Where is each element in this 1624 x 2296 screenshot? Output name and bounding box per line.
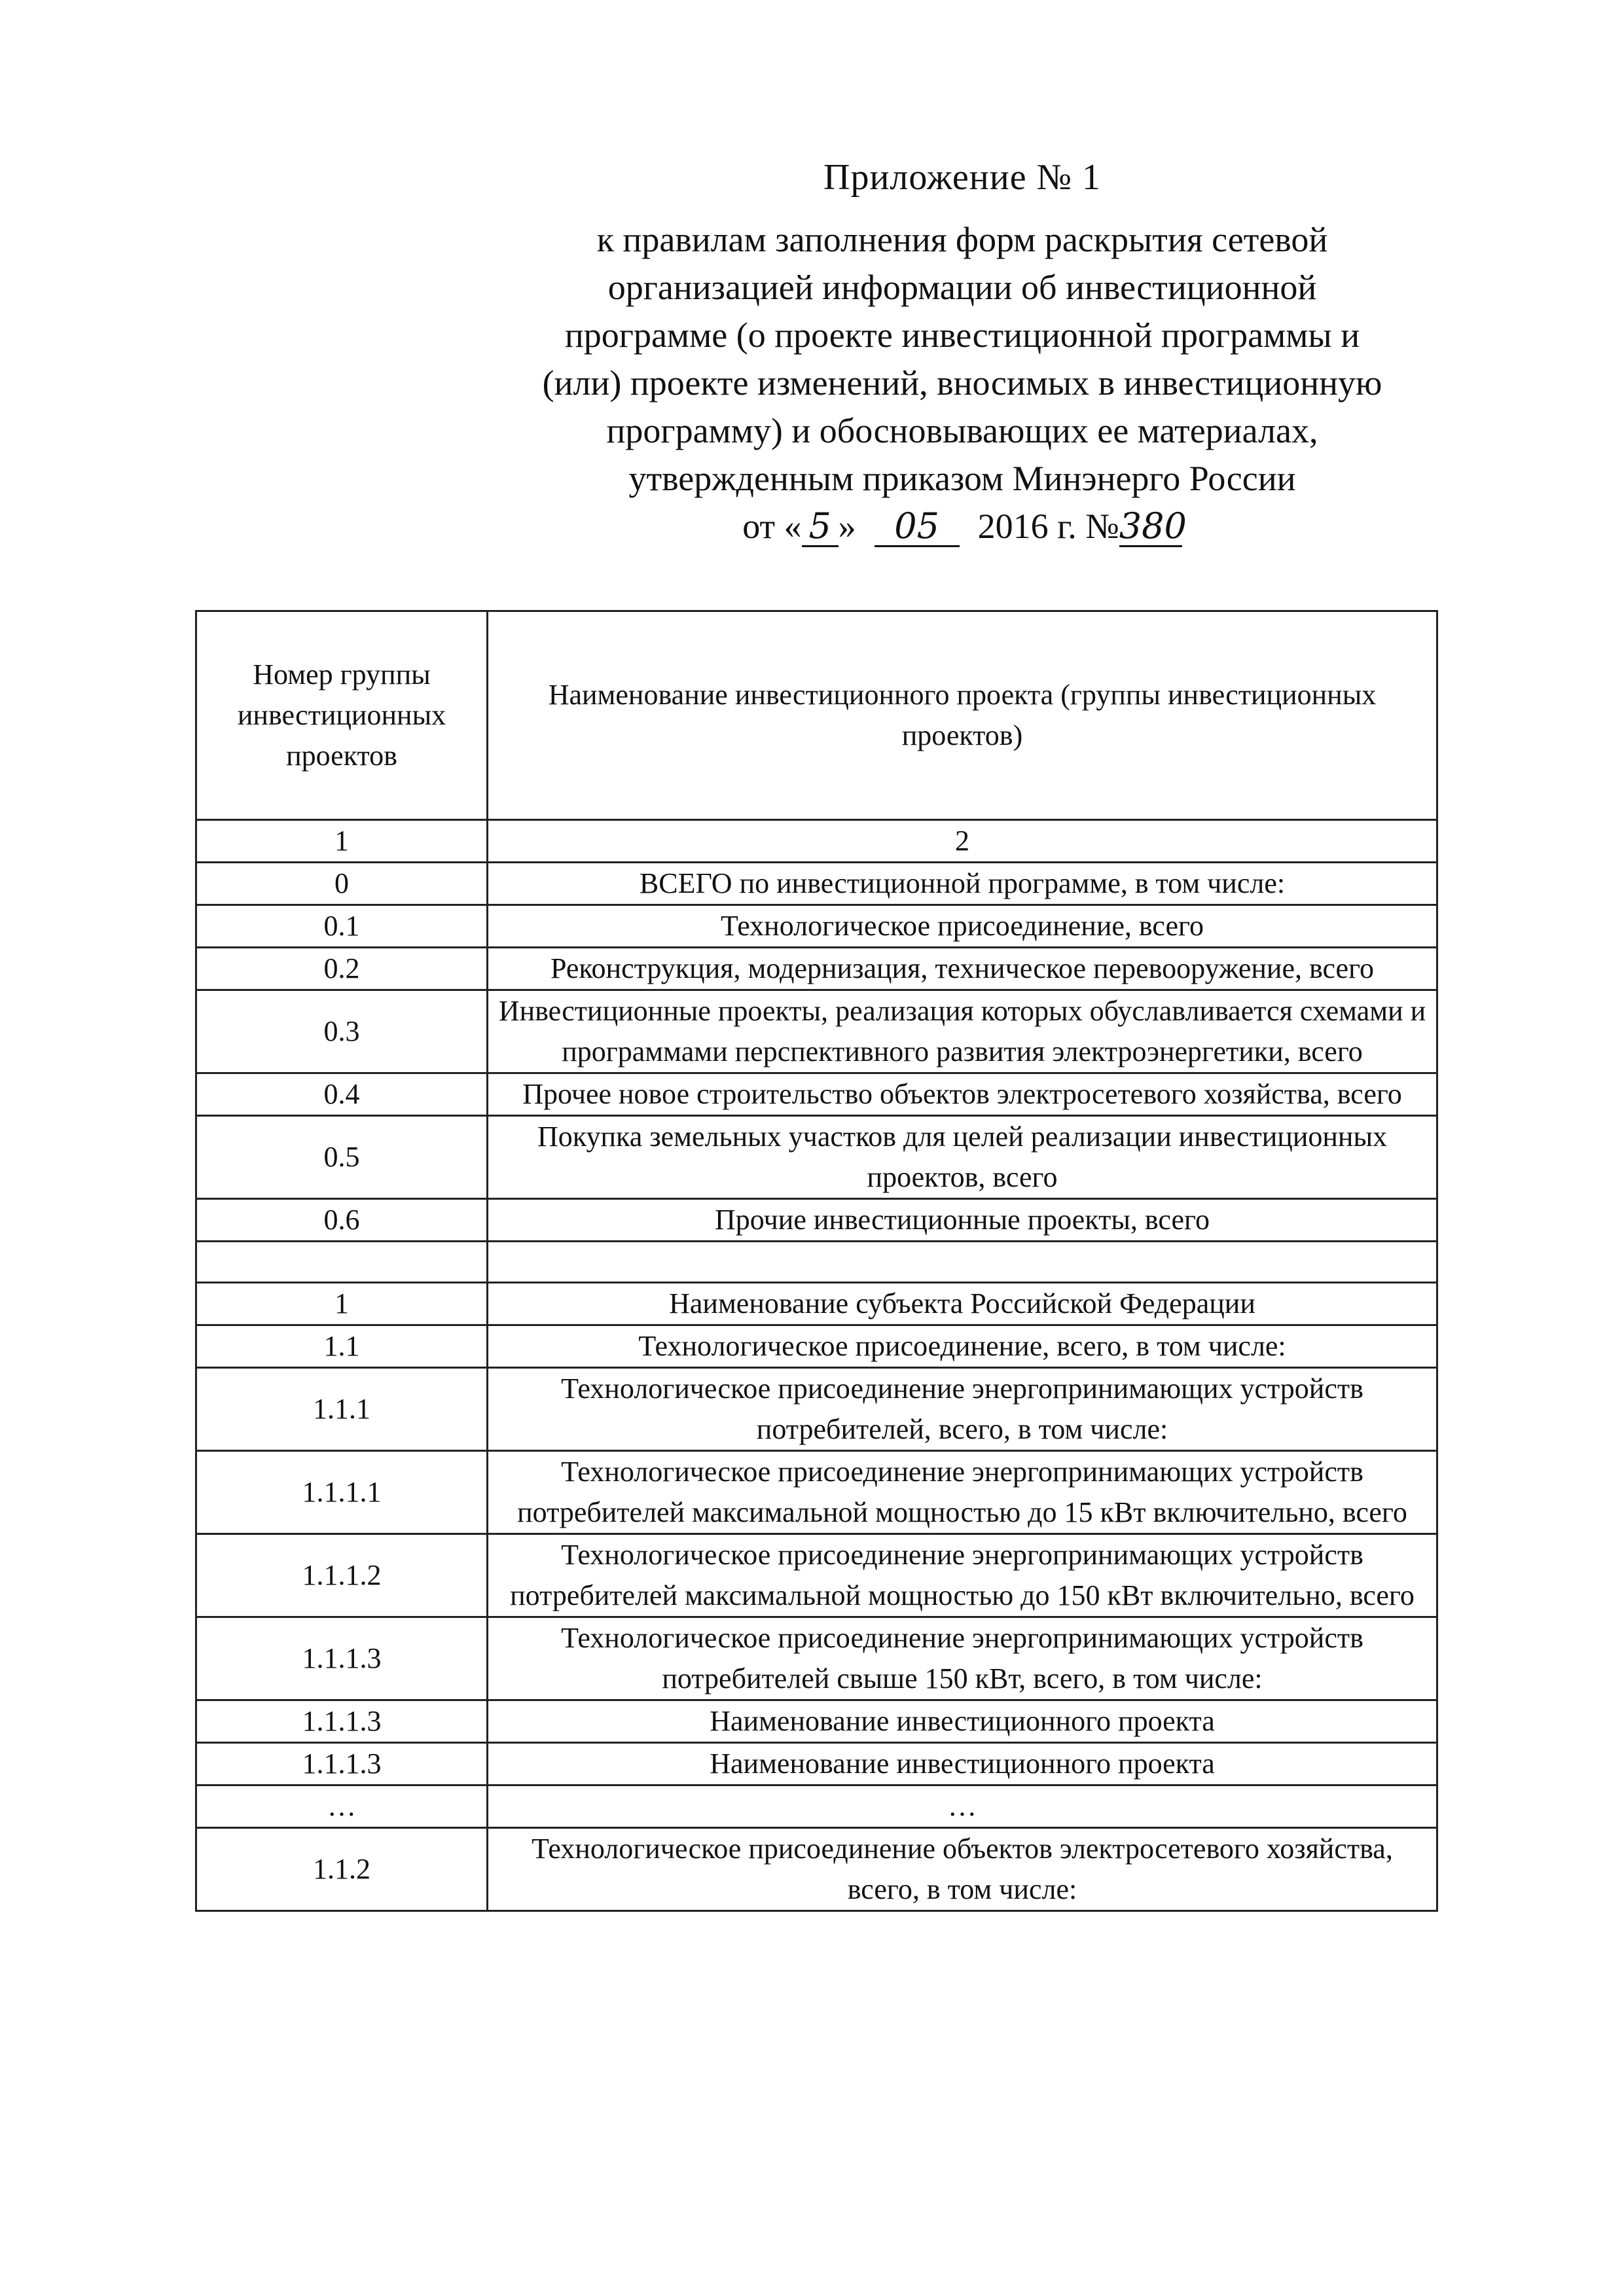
table-row [196, 1116, 1437, 1199]
group-number: 0.3 [196, 990, 488, 1073]
project-name: Технологическое присоединение энергопринимающих устройств потребителей максимальной мощностью до 150 кВт включительно, всего [488, 1534, 1437, 1617]
table-row [196, 1451, 1437, 1534]
group-number: 1.1.1.3 [196, 1743, 488, 1785]
group-number: 1.1.1.1 [196, 1451, 488, 1534]
header-line-1: к правилам заполнения форм раскрытия сетевой [596, 220, 1328, 259]
handwritten-month: 05 [875, 507, 960, 547]
table-row [196, 948, 1437, 990]
project-name: Покупка земельных участков для целей реализации инвестиционных проектов, всего [488, 1116, 1437, 1199]
project-name: Наименование инвестиционного проекта [488, 1743, 1437, 1785]
investment-groups-table [195, 610, 1438, 1912]
table-row [196, 863, 1437, 905]
table-row [196, 1073, 1437, 1116]
table-row [196, 1743, 1437, 1785]
handwritten-order-number: 380 [1119, 505, 1187, 547]
group-number: 0.4 [196, 1073, 488, 1116]
header-line-2: организацией информации об инвестиционной [607, 268, 1317, 307]
group-number: 0.5 [196, 1116, 488, 1199]
project-name: Технологическое присоединение, всего, в том числе: [488, 1325, 1437, 1368]
project-name: Инвестиционные проекты, реализация которых обуславливается схемами и программами перспективного развития электроэнергетики, всего [488, 990, 1437, 1073]
group-number [196, 1242, 488, 1283]
date-quote-close: » [838, 507, 856, 546]
table-row-empty [196, 1242, 1437, 1283]
project-name: Технологическое присоединение, всего [488, 905, 1437, 948]
order-date-line [484, 503, 1440, 550]
project-name [488, 1242, 1437, 1283]
table-row [196, 1325, 1437, 1368]
group-number: 0.1 [196, 905, 488, 948]
project-name: ВСЕГО по инвестиционной программе, в том числе: [488, 863, 1437, 905]
group-number: 1.1.1.3 [196, 1617, 488, 1700]
table-header-row [196, 611, 1437, 820]
header-line-4: (или) проекте изменений, вносимых в инвестиционную [542, 363, 1382, 403]
header-line-3: программе (о проекте инвестиционной программы и [564, 315, 1360, 355]
project-name: Технологическое присоединение объектов электросетевого хозяйства, всего, в том числе: [488, 1828, 1437, 1911]
column-number-2: 2 [488, 820, 1437, 863]
project-name: Прочие инвестиционные проекты, всего [488, 1199, 1437, 1242]
group-number: 1 [196, 1283, 488, 1325]
column-number-row [196, 820, 1437, 863]
project-name: Технологическое присоединение энергопринимающих устройств потребителей максимальной мощностью до 15 кВт включительно, всего [488, 1451, 1437, 1534]
table-row [196, 1283, 1437, 1325]
header-line-5: программу) и обосновывающих ее материалах, [606, 411, 1318, 450]
table-row [196, 1534, 1437, 1617]
appendix-title: Приложение № 1 [823, 157, 1101, 198]
group-number: 0.6 [196, 1199, 488, 1242]
project-name: … [488, 1785, 1437, 1828]
group-number: 0.2 [196, 948, 488, 990]
project-name: Технологическое присоединение энергопринимающих устройств потребителей свыше 150 кВт, всего, в том числе: [488, 1617, 1437, 1700]
header-project-name: Наименование инвестиционного проекта (группы инвестиционных проектов) [488, 611, 1437, 820]
group-number: 1.1.1.2 [196, 1534, 488, 1617]
header-line-6: утвержденным приказом Минэнерго России [628, 459, 1296, 498]
table-row [196, 1368, 1437, 1451]
project-name: Технологическое присоединение энергопринимающих устройств потребителей, всего, в том числе: [488, 1368, 1437, 1451]
date-year-text: 2016 г. № [977, 507, 1119, 546]
project-name: Наименование инвестиционного проекта [488, 1700, 1437, 1743]
group-number: 0 [196, 863, 488, 905]
header-group-number: Номер группы инвестиционных проектов [196, 611, 488, 820]
table-row [196, 1199, 1437, 1242]
handwritten-day: 5 [802, 507, 839, 547]
project-name: Наименование субъекта Российской Федерации [488, 1283, 1437, 1325]
group-number: … [196, 1785, 488, 1828]
group-number: 1.1.1.3 [196, 1700, 488, 1743]
table-row [196, 990, 1437, 1073]
table-row [196, 1828, 1437, 1911]
table-row [196, 1700, 1437, 1743]
appendix-header [484, 152, 1440, 550]
column-number-1: 1 [196, 820, 488, 863]
project-name: Реконструкция, модернизация, техническое перевооружение, всего [488, 948, 1437, 990]
table-row [196, 1617, 1437, 1700]
table-row [196, 905, 1437, 948]
group-number: 1.1 [196, 1325, 488, 1368]
date-prefix: от « [742, 507, 802, 546]
table-row [196, 1785, 1437, 1828]
group-number: 1.1.1 [196, 1368, 488, 1451]
group-number: 1.1.2 [196, 1828, 488, 1911]
project-name: Прочее новое строительство объектов электросетевого хозяйства, всего [488, 1073, 1437, 1116]
